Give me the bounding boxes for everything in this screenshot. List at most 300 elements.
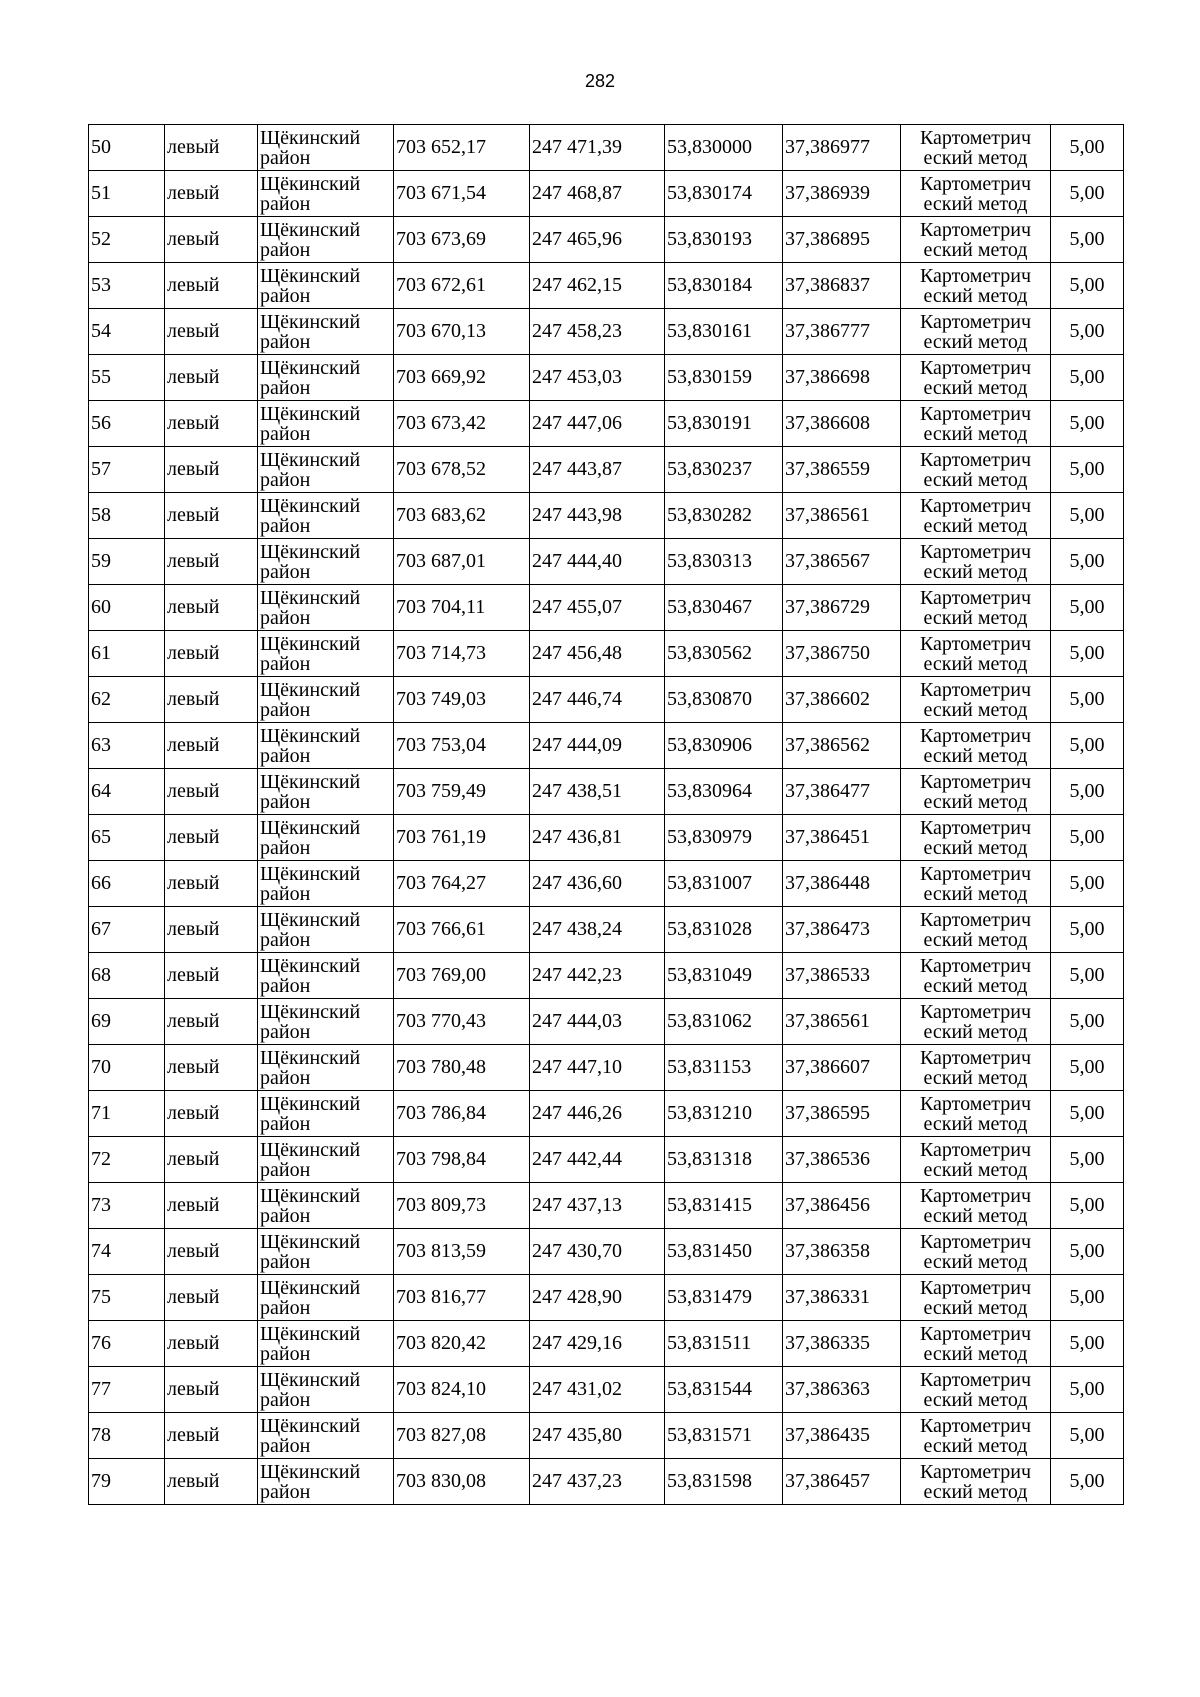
cell-latitude: 53,831450 <box>665 1229 783 1275</box>
cell-side: левый <box>165 1137 258 1183</box>
cell-side: левый <box>165 953 258 999</box>
cell-point-number: 72 <box>89 1137 165 1183</box>
cell-x-coordinate: 703 820,42 <box>394 1321 530 1367</box>
table-row <box>89 1459 1124 1505</box>
cell-x-coordinate: 703 687,01 <box>394 539 530 585</box>
cell-method: Картометрич еский метод <box>901 539 1051 585</box>
cell-point-number: 65 <box>89 815 165 861</box>
cell-y-coordinate: 247 442,44 <box>530 1137 665 1183</box>
cell-latitude: 53,831479 <box>665 1275 783 1321</box>
cell-point-number: 63 <box>89 723 165 769</box>
cell-accuracy: 5,00 <box>1051 171 1124 217</box>
cell-x-coordinate: 703 673,69 <box>394 217 530 263</box>
table-row <box>89 999 1124 1045</box>
cell-latitude: 53,830964 <box>665 769 783 815</box>
cell-point-number: 66 <box>89 861 165 907</box>
cell-latitude: 53,830161 <box>665 309 783 355</box>
cell-district: Щёкинский район <box>258 1321 394 1367</box>
cell-longitude: 37,386602 <box>783 677 901 723</box>
table-row <box>89 631 1124 677</box>
cell-x-coordinate: 703 770,43 <box>394 999 530 1045</box>
cell-accuracy: 5,00 <box>1051 309 1124 355</box>
table-row <box>89 677 1124 723</box>
cell-method: Картометрич еский метод <box>901 815 1051 861</box>
cell-latitude: 53,831544 <box>665 1367 783 1413</box>
table-row <box>89 171 1124 217</box>
cell-longitude: 37,386729 <box>783 585 901 631</box>
cell-side: левый <box>165 125 258 171</box>
cell-method: Картометрич еский метод <box>901 401 1051 447</box>
table-row <box>89 769 1124 815</box>
cell-method: Картометрич еский метод <box>901 1413 1051 1459</box>
cell-latitude: 53,831210 <box>665 1091 783 1137</box>
cell-y-coordinate: 247 446,74 <box>530 677 665 723</box>
cell-x-coordinate: 703 764,27 <box>394 861 530 907</box>
cell-point-number: 69 <box>89 999 165 1045</box>
cell-method: Картометрич еский метод <box>901 585 1051 631</box>
cell-accuracy: 5,00 <box>1051 401 1124 447</box>
cell-method: Картометрич еский метод <box>901 631 1051 677</box>
cell-method: Картометрич еский метод <box>901 1137 1051 1183</box>
cell-method: Картометрич еский метод <box>901 171 1051 217</box>
cell-side: левый <box>165 493 258 539</box>
cell-district: Щёкинский район <box>258 1275 394 1321</box>
cell-longitude: 37,386435 <box>783 1413 901 1459</box>
cell-method: Картометрич еский метод <box>901 309 1051 355</box>
cell-point-number: 50 <box>89 125 165 171</box>
cell-district: Щёкинский район <box>258 493 394 539</box>
cell-point-number: 60 <box>89 585 165 631</box>
cell-latitude: 53,830282 <box>665 493 783 539</box>
cell-accuracy: 5,00 <box>1051 1137 1124 1183</box>
cell-point-number: 58 <box>89 493 165 539</box>
cell-side: левый <box>165 217 258 263</box>
table-row <box>89 1183 1124 1229</box>
cell-method: Картометрич еский метод <box>901 1229 1051 1275</box>
cell-x-coordinate: 703 714,73 <box>394 631 530 677</box>
table-row <box>89 1229 1124 1275</box>
cell-x-coordinate: 703 753,04 <box>394 723 530 769</box>
cell-point-number: 51 <box>89 171 165 217</box>
cell-method: Картометрич еский метод <box>901 355 1051 401</box>
cell-longitude: 37,386567 <box>783 539 901 585</box>
cell-point-number: 68 <box>89 953 165 999</box>
cell-side: левый <box>165 907 258 953</box>
cell-side: левый <box>165 1183 258 1229</box>
cell-district: Щёкинский район <box>258 1091 394 1137</box>
cell-accuracy: 5,00 <box>1051 217 1124 263</box>
cell-y-coordinate: 247 447,10 <box>530 1045 665 1091</box>
cell-longitude: 37,386607 <box>783 1045 901 1091</box>
cell-district: Щёкинский район <box>258 815 394 861</box>
cell-x-coordinate: 703 824,10 <box>394 1367 530 1413</box>
cell-point-number: 77 <box>89 1367 165 1413</box>
cell-side: левый <box>165 447 258 493</box>
cell-method: Картометрич еский метод <box>901 1275 1051 1321</box>
cell-district: Щёкинский район <box>258 1367 394 1413</box>
cell-point-number: 67 <box>89 907 165 953</box>
cell-side: левый <box>165 1413 258 1459</box>
cell-method: Картометрич еский метод <box>901 907 1051 953</box>
cell-x-coordinate: 703 830,08 <box>394 1459 530 1505</box>
cell-side: левый <box>165 1367 258 1413</box>
cell-y-coordinate: 247 453,03 <box>530 355 665 401</box>
cell-x-coordinate: 703 798,84 <box>394 1137 530 1183</box>
page-number: 282 <box>584 71 616 91</box>
cell-accuracy: 5,00 <box>1051 953 1124 999</box>
cell-accuracy: 5,00 <box>1051 815 1124 861</box>
table-row <box>89 1045 1124 1091</box>
cell-district: Щёкинский район <box>258 171 394 217</box>
cell-district: Щёкинский район <box>258 999 394 1045</box>
cell-accuracy: 5,00 <box>1051 1183 1124 1229</box>
cell-x-coordinate: 703 786,84 <box>394 1091 530 1137</box>
table-row <box>89 723 1124 769</box>
cell-method: Картометрич еский метод <box>901 1045 1051 1091</box>
cell-side: левый <box>165 585 258 631</box>
cell-latitude: 53,831049 <box>665 953 783 999</box>
cell-y-coordinate: 247 437,13 <box>530 1183 665 1229</box>
cell-point-number: 64 <box>89 769 165 815</box>
cell-district: Щёкинский район <box>258 677 394 723</box>
cell-accuracy: 5,00 <box>1051 723 1124 769</box>
cell-method: Картометрич еский метод <box>901 1459 1051 1505</box>
cell-district: Щёкинский район <box>258 1459 394 1505</box>
cell-method: Картометрич еский метод <box>901 861 1051 907</box>
table-row <box>89 585 1124 631</box>
cell-y-coordinate: 247 465,96 <box>530 217 665 263</box>
cell-district: Щёкинский район <box>258 769 394 815</box>
cell-longitude: 37,386448 <box>783 861 901 907</box>
cell-method: Картометрич еский метод <box>901 723 1051 769</box>
cell-point-number: 54 <box>89 309 165 355</box>
cell-x-coordinate: 703 813,59 <box>394 1229 530 1275</box>
cell-latitude: 53,831598 <box>665 1459 783 1505</box>
cell-side: левый <box>165 309 258 355</box>
cell-latitude: 53,830313 <box>665 539 783 585</box>
cell-side: левый <box>165 769 258 815</box>
cell-district: Щёкинский район <box>258 907 394 953</box>
cell-y-coordinate: 247 455,07 <box>530 585 665 631</box>
cell-method: Картометрич еский метод <box>901 125 1051 171</box>
cell-accuracy: 5,00 <box>1051 631 1124 677</box>
cell-side: левый <box>165 263 258 309</box>
cell-point-number: 73 <box>89 1183 165 1229</box>
table-row <box>89 1137 1124 1183</box>
cell-x-coordinate: 703 749,03 <box>394 677 530 723</box>
cell-latitude: 53,830237 <box>665 447 783 493</box>
cell-district: Щёкинский район <box>258 355 394 401</box>
table-row <box>89 125 1124 171</box>
cell-x-coordinate: 703 769,00 <box>394 953 530 999</box>
cell-method: Картометрич еский метод <box>901 953 1051 999</box>
table-row <box>89 263 1124 309</box>
cell-y-coordinate: 247 446,26 <box>530 1091 665 1137</box>
cell-district: Щёкинский район <box>258 401 394 447</box>
cell-longitude: 37,386451 <box>783 815 901 861</box>
table-row <box>89 1367 1124 1413</box>
cell-accuracy: 5,00 <box>1051 493 1124 539</box>
cell-y-coordinate: 247 468,87 <box>530 171 665 217</box>
cell-side: левый <box>165 1459 258 1505</box>
cell-side: левый <box>165 1321 258 1367</box>
cell-latitude: 53,830174 <box>665 171 783 217</box>
cell-y-coordinate: 247 431,02 <box>530 1367 665 1413</box>
cell-latitude: 53,831318 <box>665 1137 783 1183</box>
table-row <box>89 861 1124 907</box>
cell-longitude: 37,386608 <box>783 401 901 447</box>
cell-accuracy: 5,00 <box>1051 125 1124 171</box>
cell-method: Картометрич еский метод <box>901 769 1051 815</box>
cell-side: левый <box>165 1091 258 1137</box>
cell-longitude: 37,386595 <box>783 1091 901 1137</box>
cell-longitude: 37,386456 <box>783 1183 901 1229</box>
cell-x-coordinate: 703 672,61 <box>394 263 530 309</box>
cell-latitude: 53,831062 <box>665 999 783 1045</box>
cell-point-number: 59 <box>89 539 165 585</box>
cell-y-coordinate: 247 435,80 <box>530 1413 665 1459</box>
cell-y-coordinate: 247 429,16 <box>530 1321 665 1367</box>
cell-x-coordinate: 703 673,42 <box>394 401 530 447</box>
cell-x-coordinate: 703 683,62 <box>394 493 530 539</box>
cell-district: Щёкинский район <box>258 1183 394 1229</box>
cell-latitude: 53,831028 <box>665 907 783 953</box>
table-row <box>89 953 1124 999</box>
coordinates-table <box>88 124 1124 1505</box>
cell-accuracy: 5,00 <box>1051 1091 1124 1137</box>
cell-latitude: 53,830191 <box>665 401 783 447</box>
cell-y-coordinate: 247 444,40 <box>530 539 665 585</box>
cell-longitude: 37,386750 <box>783 631 901 677</box>
cell-district: Щёкинский район <box>258 1229 394 1275</box>
cell-method: Картометрич еский метод <box>901 1091 1051 1137</box>
cell-x-coordinate: 703 671,54 <box>394 171 530 217</box>
cell-latitude: 53,830562 <box>665 631 783 677</box>
cell-x-coordinate: 703 670,13 <box>394 309 530 355</box>
cell-latitude: 53,831153 <box>665 1045 783 1091</box>
table-row <box>89 1275 1124 1321</box>
cell-y-coordinate: 247 438,51 <box>530 769 665 815</box>
table-row <box>89 309 1124 355</box>
cell-point-number: 55 <box>89 355 165 401</box>
cell-longitude: 37,386939 <box>783 171 901 217</box>
cell-method: Картометрич еский метод <box>901 217 1051 263</box>
cell-x-coordinate: 703 678,52 <box>394 447 530 493</box>
cell-y-coordinate: 247 443,98 <box>530 493 665 539</box>
cell-side: левый <box>165 1229 258 1275</box>
cell-side: левый <box>165 861 258 907</box>
cell-x-coordinate: 703 669,92 <box>394 355 530 401</box>
cell-latitude: 53,831571 <box>665 1413 783 1459</box>
cell-longitude: 37,386561 <box>783 999 901 1045</box>
cell-latitude: 53,830000 <box>665 125 783 171</box>
cell-district: Щёкинский район <box>258 125 394 171</box>
cell-y-coordinate: 247 428,90 <box>530 1275 665 1321</box>
cell-accuracy: 5,00 <box>1051 999 1124 1045</box>
table-row <box>89 815 1124 861</box>
cell-longitude: 37,386533 <box>783 953 901 999</box>
cell-accuracy: 5,00 <box>1051 447 1124 493</box>
cell-point-number: 75 <box>89 1275 165 1321</box>
cell-point-number: 78 <box>89 1413 165 1459</box>
cell-latitude: 53,830870 <box>665 677 783 723</box>
cell-district: Щёкинский район <box>258 447 394 493</box>
cell-method: Картометрич еский метод <box>901 1367 1051 1413</box>
cell-latitude: 53,830184 <box>665 263 783 309</box>
cell-side: левый <box>165 677 258 723</box>
cell-accuracy: 5,00 <box>1051 1229 1124 1275</box>
table-row <box>89 907 1124 953</box>
cell-y-coordinate: 247 458,23 <box>530 309 665 355</box>
cell-longitude: 37,386335 <box>783 1321 901 1367</box>
cell-point-number: 76 <box>89 1321 165 1367</box>
cell-district: Щёкинский район <box>258 631 394 677</box>
cell-x-coordinate: 703 652,17 <box>394 125 530 171</box>
cell-longitude: 37,386837 <box>783 263 901 309</box>
cell-x-coordinate: 703 809,73 <box>394 1183 530 1229</box>
cell-longitude: 37,386363 <box>783 1367 901 1413</box>
cell-accuracy: 5,00 <box>1051 1367 1124 1413</box>
cell-method: Картометрич еский метод <box>901 677 1051 723</box>
cell-point-number: 53 <box>89 263 165 309</box>
table-row <box>89 539 1124 585</box>
cell-district: Щёкинский район <box>258 539 394 585</box>
cell-longitude: 37,386562 <box>783 723 901 769</box>
cell-side: левый <box>165 631 258 677</box>
cell-side: левый <box>165 355 258 401</box>
cell-method: Картометрич еский метод <box>901 1321 1051 1367</box>
cell-method: Картометрич еский метод <box>901 447 1051 493</box>
cell-district: Щёкинский район <box>258 585 394 631</box>
cell-side: левый <box>165 171 258 217</box>
cell-point-number: 70 <box>89 1045 165 1091</box>
cell-district: Щёкинский район <box>258 263 394 309</box>
cell-side: левый <box>165 999 258 1045</box>
cell-longitude: 37,386536 <box>783 1137 901 1183</box>
cell-x-coordinate: 703 766,61 <box>394 907 530 953</box>
cell-longitude: 37,386977 <box>783 125 901 171</box>
cell-x-coordinate: 703 827,08 <box>394 1413 530 1459</box>
cell-accuracy: 5,00 <box>1051 1459 1124 1505</box>
cell-accuracy: 5,00 <box>1051 1413 1124 1459</box>
table-row <box>89 1413 1124 1459</box>
cell-accuracy: 5,00 <box>1051 355 1124 401</box>
cell-method: Картометрич еский метод <box>901 999 1051 1045</box>
table-row <box>89 1091 1124 1137</box>
cell-y-coordinate: 247 430,70 <box>530 1229 665 1275</box>
cell-y-coordinate: 247 436,81 <box>530 815 665 861</box>
cell-point-number: 74 <box>89 1229 165 1275</box>
cell-accuracy: 5,00 <box>1051 1045 1124 1091</box>
cell-longitude: 37,386473 <box>783 907 901 953</box>
cell-accuracy: 5,00 <box>1051 1321 1124 1367</box>
cell-district: Щёкинский район <box>258 309 394 355</box>
cell-y-coordinate: 247 438,24 <box>530 907 665 953</box>
table-row <box>89 401 1124 447</box>
cell-x-coordinate: 703 780,48 <box>394 1045 530 1091</box>
cell-point-number: 79 <box>89 1459 165 1505</box>
cell-method: Картометрич еский метод <box>901 493 1051 539</box>
cell-x-coordinate: 703 759,49 <box>394 769 530 815</box>
cell-accuracy: 5,00 <box>1051 1275 1124 1321</box>
cell-district: Щёкинский район <box>258 1045 394 1091</box>
table-body <box>89 125 1124 1505</box>
cell-x-coordinate: 703 704,11 <box>394 585 530 631</box>
cell-method: Картометрич еский метод <box>901 263 1051 309</box>
cell-latitude: 53,830193 <box>665 217 783 263</box>
cell-longitude: 37,386561 <box>783 493 901 539</box>
cell-y-coordinate: 247 436,60 <box>530 861 665 907</box>
cell-district: Щёкинский район <box>258 217 394 263</box>
cell-y-coordinate: 247 437,23 <box>530 1459 665 1505</box>
cell-accuracy: 5,00 <box>1051 769 1124 815</box>
cell-district: Щёкинский район <box>258 1137 394 1183</box>
cell-point-number: 71 <box>89 1091 165 1137</box>
cell-side: левый <box>165 1275 258 1321</box>
cell-y-coordinate: 247 442,23 <box>530 953 665 999</box>
cell-point-number: 62 <box>89 677 165 723</box>
cell-district: Щёкинский район <box>258 953 394 999</box>
table-row <box>89 355 1124 401</box>
cell-longitude: 37,386698 <box>783 355 901 401</box>
cell-x-coordinate: 703 761,19 <box>394 815 530 861</box>
cell-accuracy: 5,00 <box>1051 907 1124 953</box>
table-row <box>89 447 1124 493</box>
cell-y-coordinate: 247 456,48 <box>530 631 665 677</box>
cell-latitude: 53,830906 <box>665 723 783 769</box>
cell-side: левый <box>165 815 258 861</box>
table-row <box>89 493 1124 539</box>
cell-y-coordinate: 247 471,39 <box>530 125 665 171</box>
cell-longitude: 37,386358 <box>783 1229 901 1275</box>
cell-accuracy: 5,00 <box>1051 263 1124 309</box>
cell-latitude: 53,831511 <box>665 1321 783 1367</box>
cell-latitude: 53,830159 <box>665 355 783 401</box>
cell-x-coordinate: 703 816,77 <box>394 1275 530 1321</box>
cell-district: Щёкинский район <box>258 723 394 769</box>
cell-district: Щёкинский район <box>258 861 394 907</box>
cell-method: Картометрич еский метод <box>901 1183 1051 1229</box>
cell-point-number: 57 <box>89 447 165 493</box>
cell-y-coordinate: 247 444,03 <box>530 999 665 1045</box>
cell-longitude: 37,386477 <box>783 769 901 815</box>
cell-y-coordinate: 247 443,87 <box>530 447 665 493</box>
cell-y-coordinate: 247 444,09 <box>530 723 665 769</box>
cell-district: Щёкинский район <box>258 1413 394 1459</box>
cell-latitude: 53,831007 <box>665 861 783 907</box>
cell-accuracy: 5,00 <box>1051 585 1124 631</box>
cell-accuracy: 5,00 <box>1051 539 1124 585</box>
cell-latitude: 53,830467 <box>665 585 783 631</box>
cell-accuracy: 5,00 <box>1051 677 1124 723</box>
cell-accuracy: 5,00 <box>1051 861 1124 907</box>
table-row <box>89 1321 1124 1367</box>
cell-longitude: 37,386457 <box>783 1459 901 1505</box>
cell-longitude: 37,386895 <box>783 217 901 263</box>
cell-y-coordinate: 247 447,06 <box>530 401 665 447</box>
cell-side: левый <box>165 539 258 585</box>
cell-side: левый <box>165 1045 258 1091</box>
cell-latitude: 53,831415 <box>665 1183 783 1229</box>
cell-latitude: 53,830979 <box>665 815 783 861</box>
cell-longitude: 37,386777 <box>783 309 901 355</box>
cell-longitude: 37,386559 <box>783 447 901 493</box>
cell-point-number: 52 <box>89 217 165 263</box>
cell-longitude: 37,386331 <box>783 1275 901 1321</box>
cell-point-number: 56 <box>89 401 165 447</box>
cell-y-coordinate: 247 462,15 <box>530 263 665 309</box>
cell-point-number: 61 <box>89 631 165 677</box>
